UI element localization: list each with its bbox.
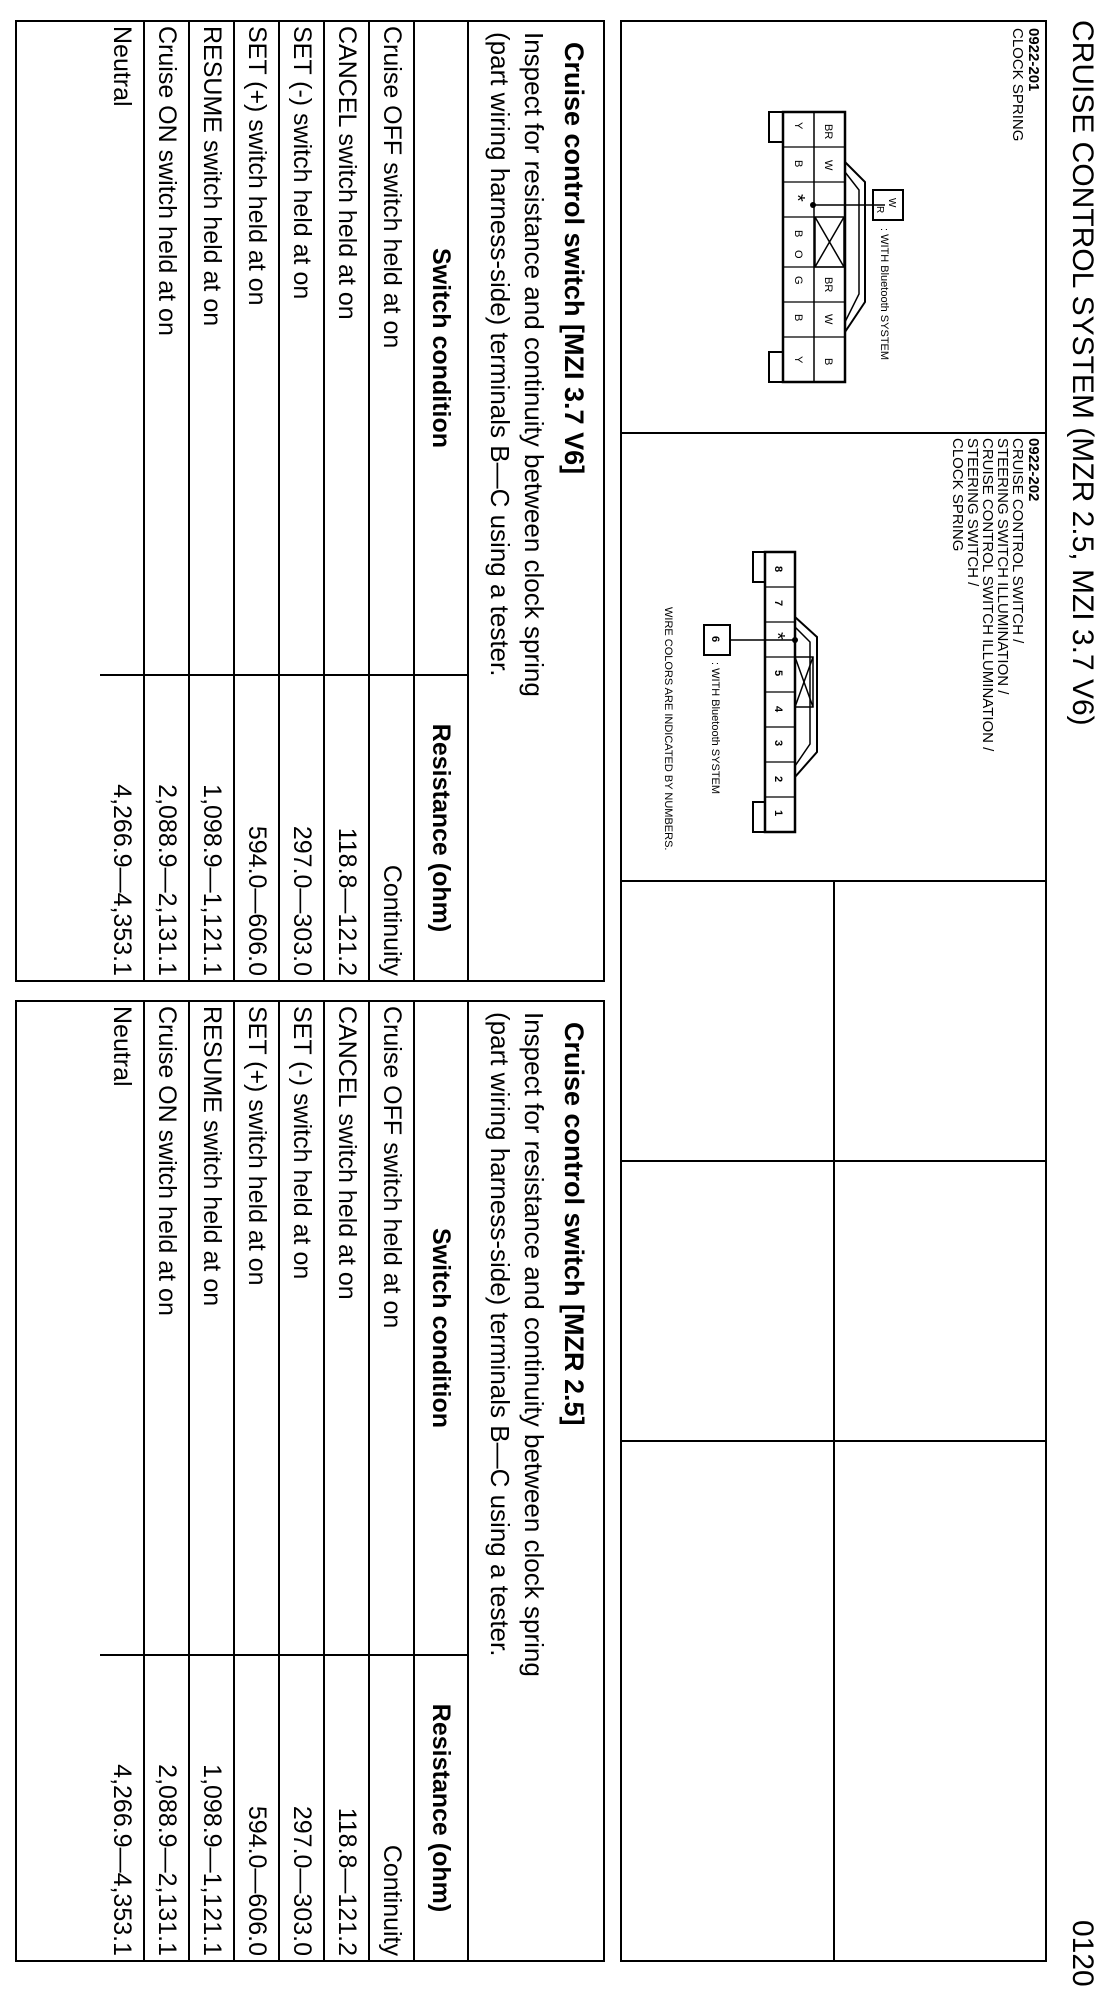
pin-label: B [792,230,804,238]
condition-cell: Cruise OFF switch held at on [369,22,414,675]
table-row [369,1002,414,1960]
table-row [324,22,369,980]
resistance-cell: 1,098.9—1,121.1 [189,675,234,980]
resistance-cell: 594.0—606.0 [234,1655,279,1960]
condition-cell: SET (-) switch held at on [279,22,324,675]
latch-tab [753,552,765,582]
condition-cell: Cruise ON switch held at on [144,22,189,675]
resistance-cell: 297.0—303.0 [279,1655,324,1960]
connector-hood [795,627,810,766]
table-row [324,1002,369,1960]
connector-hood [845,172,859,322]
wire-dot [792,637,798,643]
pin-label: BR [822,277,834,293]
table-row [279,1002,324,1960]
pin-label: G [792,276,804,285]
pin-label: W [886,198,897,208]
column-header-condition: Switch condition [414,22,467,675]
divider [833,880,835,1962]
table-row [189,1002,234,1960]
pin-label: R [874,206,885,214]
wire-color-note: WIRE COLORS ARE INDICATED BY NUMBERS. [662,607,674,851]
data-table [100,1002,467,1960]
description-line: (part wiring harness-side) terminals B—C using a tester. [485,32,515,677]
resistance-cell: 4,266.9—4,353.1 [108,1764,136,1956]
pin-number: * [766,632,788,640]
connector-name: CLOCK SPRING [1009,28,1026,142]
pin-label: Y [792,122,804,130]
pin-label: B [792,314,804,322]
condition-cell: CANCEL switch held at on [324,22,369,675]
resistance-cell: Continuity [369,675,414,980]
condition-cell: SET (+) switch held at on [234,1002,279,1655]
condition-cell: Cruise ON switch held at on [144,1002,189,1655]
bluetooth-note: : WITH Bluetooth SYSTEM [878,228,890,361]
column-header-resistance: Resistance (ohm) [414,1655,467,1960]
pin-number: 8 [772,566,784,573]
resistance-cell: Continuity [369,1655,414,1960]
table-description [483,32,551,697]
connector-name: STEERING SWITCH ILLUMINATION / [994,438,1011,695]
table-row [369,22,414,980]
description-line: Inspect for resistance and continuity between clock spring [519,32,549,697]
description-line: Inspect for resistance and continuity between clock spring [519,1012,549,1677]
condition-cell: Neutral [100,22,144,675]
data-table [100,22,467,980]
table-header-row [414,1002,467,1960]
condition-cell: RESUME switch held at on [189,22,234,675]
wire-dot [810,202,816,208]
condition-cell: Cruise OFF switch held at on [369,1002,414,1655]
condition-cell: Neutral [100,1002,144,1655]
pin-label: Y [792,356,804,364]
connector-name: STEERING SWITCH / [964,438,981,587]
table-description [483,1012,551,1677]
resistance-cell: 118.8—121.2 [324,1655,369,1960]
pin-label: W [822,314,834,325]
divider [622,432,1045,434]
pin-number: 2 [772,776,784,783]
page-title: CRUISE CONTROL SYSTEM (MZR 2.5, MZI 3.7 V6) [1066,20,1099,726]
table-row [189,22,234,980]
table-mzi-37-v6 [15,20,605,982]
pin-label: B [792,160,804,168]
latch-tab [769,352,783,382]
pin-number: 4 [772,706,784,713]
table-row [144,1002,189,1960]
pin-number: 7 [772,600,784,607]
connector-0922-202-diagram [645,532,855,862]
connector-code: 0922-201 [1025,28,1042,92]
connector-code: 0922-202 [1025,438,1042,502]
pin-label: BR [822,124,834,140]
pin-number: 1 [772,810,784,817]
resistance-cell: 2,088.9—2,131.1 [144,1655,189,1960]
resistance-cell: 118.8—121.2 [324,675,369,980]
connector-0922-201-diagram [705,102,905,412]
resistance-cell: 2,088.9—2,131.1 [144,675,189,980]
resistance-cell: 594.0—606.0 [234,675,279,980]
table-header-row [414,22,467,980]
pin-label: O [792,250,804,259]
resistance-table [100,22,469,980]
resistance-table [100,1002,469,1960]
latch-tab [753,802,765,832]
table-title: Cruise control switch [MZI 3.7 V6] [559,42,589,475]
pin-number: 5 [772,670,784,677]
pin-label: B [822,358,834,366]
condition-cell: RESUME switch held at on [189,1002,234,1655]
condition-cell: SET (-) switch held at on [279,1002,324,1655]
column-header-resistance: Resistance (ohm) [414,675,467,980]
table-row [100,1002,144,1960]
table-row [144,22,189,980]
description-line: (part wiring harness-side) terminals B—C using a tester. [485,1012,515,1657]
resistance-cell: 4,266.9—4,353.1 [108,784,136,976]
table-row [234,22,279,980]
table-row [234,1002,279,1960]
bluetooth-note: : WITH Bluetooth SYSTEM [709,662,721,795]
resistance-cell: 1,098.9—1,121.1 [189,1655,234,1960]
resistance-cell: 297.0—303.0 [279,675,324,980]
table-row [279,22,324,980]
connector-frame [620,20,1047,1962]
connector-name: CRUISE CONTROL SWITCH ILLUMINATION / [979,438,996,752]
condition-cell: CANCEL switch held at on [324,1002,369,1655]
latch-tab [769,112,783,142]
pin-label: * [786,194,808,202]
pin-label: W [822,160,834,171]
table-title: Cruise control switch [MZR 2.5] [559,1022,589,1426]
condition-cell: SET (+) switch held at on [234,22,279,675]
connector-name: CRUISE CONTROL SWITCH / [1009,438,1026,644]
column-header-condition: Switch condition [414,1002,467,1655]
pin-number: 3 [772,740,784,747]
pin-number: 6 [709,636,721,643]
table-row [100,22,144,980]
connector-name: CLOCK SPRING [949,438,966,552]
table-mzr-25 [15,1000,605,1962]
connector-hood [845,162,865,332]
page-code: 0120 [1066,1920,1099,1987]
